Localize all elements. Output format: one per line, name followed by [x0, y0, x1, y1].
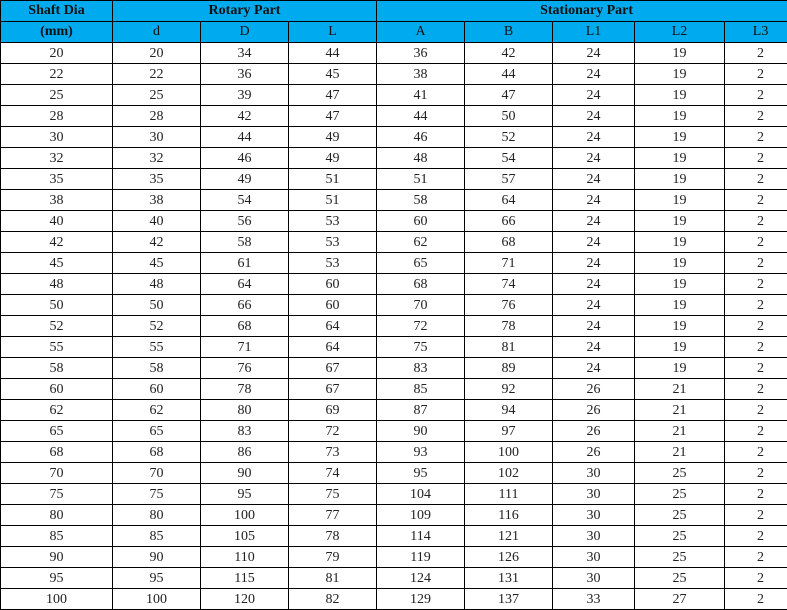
cell-B: 111: [465, 484, 553, 505]
cell-L1: 24: [553, 253, 635, 274]
cell-B: 57: [465, 169, 553, 190]
table-row: [1, 379, 787, 400]
cell-D: 105: [201, 526, 289, 547]
cell-L: 53: [289, 211, 377, 232]
cell-D: 58: [201, 232, 289, 253]
cell-L1: 30: [553, 463, 635, 484]
cell-D: 46: [201, 148, 289, 169]
cell-A: 119: [377, 547, 465, 568]
cell-B: 78: [465, 316, 553, 337]
cell-d: 62: [113, 400, 201, 421]
cell-d: 100: [113, 589, 201, 610]
cell-L: 47: [289, 106, 377, 127]
cell-d: 28: [113, 106, 201, 127]
cell-D: 90: [201, 463, 289, 484]
cell-L3: 2: [725, 442, 787, 463]
cell-shaft-dia: 35: [1, 169, 113, 190]
cell-A: 95: [377, 463, 465, 484]
cell-D: 61: [201, 253, 289, 274]
cell-B: 97: [465, 421, 553, 442]
table-row: [1, 358, 787, 379]
cell-B: 74: [465, 274, 553, 295]
cell-B: 66: [465, 211, 553, 232]
cell-L2: 19: [635, 358, 725, 379]
cell-L: 53: [289, 232, 377, 253]
cell-A: 90: [377, 421, 465, 442]
cell-L3: 2: [725, 295, 787, 316]
table-body: [1, 43, 787, 610]
header-rotary-part: Rotary Part: [113, 1, 377, 22]
cell-L3: 2: [725, 526, 787, 547]
cell-L3: 2: [725, 484, 787, 505]
cell-L: 51: [289, 190, 377, 211]
cell-A: 70: [377, 295, 465, 316]
cell-shaft-dia: 80: [1, 505, 113, 526]
cell-D: 95: [201, 484, 289, 505]
cell-D: 66: [201, 295, 289, 316]
cell-D: 100: [201, 505, 289, 526]
cell-d: 52: [113, 316, 201, 337]
cell-shaft-dia: 100: [1, 589, 113, 610]
cell-B: 50: [465, 106, 553, 127]
cell-A: 87: [377, 400, 465, 421]
cell-L3: 2: [725, 253, 787, 274]
cell-d: 68: [113, 442, 201, 463]
cell-L: 49: [289, 127, 377, 148]
cell-L1: 30: [553, 484, 635, 505]
cell-D: 56: [201, 211, 289, 232]
cell-d: 22: [113, 64, 201, 85]
cell-B: 102: [465, 463, 553, 484]
cell-shaft-dia: 60: [1, 379, 113, 400]
cell-shaft-dia: 45: [1, 253, 113, 274]
cell-shaft-dia: 62: [1, 400, 113, 421]
cell-d: 95: [113, 568, 201, 589]
cell-L2: 19: [635, 64, 725, 85]
cell-L: 45: [289, 64, 377, 85]
table-row: [1, 295, 787, 316]
cell-L1: 30: [553, 568, 635, 589]
table-row: [1, 43, 787, 64]
cell-shaft-dia: 65: [1, 421, 113, 442]
cell-B: 89: [465, 358, 553, 379]
cell-B: 76: [465, 295, 553, 316]
cell-d: 55: [113, 337, 201, 358]
cell-L3: 2: [725, 64, 787, 85]
cell-L2: 19: [635, 232, 725, 253]
table-row: [1, 463, 787, 484]
cell-L3: 2: [725, 85, 787, 106]
cell-shaft-dia: 95: [1, 568, 113, 589]
cell-L1: 24: [553, 64, 635, 85]
cell-A: 44: [377, 106, 465, 127]
cell-A: 58: [377, 190, 465, 211]
cell-d: 50: [113, 295, 201, 316]
cell-L1: 30: [553, 526, 635, 547]
cell-L3: 2: [725, 547, 787, 568]
cell-B: 137: [465, 589, 553, 610]
cell-shaft-dia: 70: [1, 463, 113, 484]
cell-L1: 24: [553, 337, 635, 358]
table-row: [1, 316, 787, 337]
cell-D: 80: [201, 400, 289, 421]
cell-L: 67: [289, 358, 377, 379]
cell-d: 65: [113, 421, 201, 442]
cell-d: 48: [113, 274, 201, 295]
header-row-columns: [1, 22, 787, 43]
cell-shaft-dia: 40: [1, 211, 113, 232]
table-row: [1, 484, 787, 505]
cell-d: 75: [113, 484, 201, 505]
cell-L2: 19: [635, 295, 725, 316]
header-col-L: L: [289, 22, 377, 43]
header-col-B: B: [465, 22, 553, 43]
cell-d: 45: [113, 253, 201, 274]
table-row: [1, 169, 787, 190]
cell-shaft-dia: 38: [1, 190, 113, 211]
cell-L2: 27: [635, 589, 725, 610]
cell-L1: 33: [553, 589, 635, 610]
cell-shaft-dia: 50: [1, 295, 113, 316]
cell-shaft-dia: 68: [1, 442, 113, 463]
cell-D: 36: [201, 64, 289, 85]
cell-shaft-dia: 48: [1, 274, 113, 295]
cell-A: 114: [377, 526, 465, 547]
header-shaft-dia: Shaft Dia: [1, 1, 113, 22]
table-row: [1, 85, 787, 106]
cell-D: 68: [201, 316, 289, 337]
cell-L3: 2: [725, 232, 787, 253]
cell-D: 110: [201, 547, 289, 568]
cell-shaft-dia: 20: [1, 43, 113, 64]
cell-shaft-dia: 30: [1, 127, 113, 148]
cell-A: 68: [377, 274, 465, 295]
cell-d: 60: [113, 379, 201, 400]
cell-L1: 24: [553, 358, 635, 379]
cell-d: 35: [113, 169, 201, 190]
cell-L1: 24: [553, 295, 635, 316]
cell-d: 30: [113, 127, 201, 148]
cell-shaft-dia: 32: [1, 148, 113, 169]
cell-L3: 2: [725, 169, 787, 190]
table-row: [1, 148, 787, 169]
cell-L2: 19: [635, 85, 725, 106]
cell-L: 75: [289, 484, 377, 505]
cell-L2: 25: [635, 568, 725, 589]
cell-L2: 21: [635, 400, 725, 421]
table-row: [1, 400, 787, 421]
cell-B: 52: [465, 127, 553, 148]
cell-L3: 2: [725, 337, 787, 358]
cell-d: 80: [113, 505, 201, 526]
cell-A: 41: [377, 85, 465, 106]
cell-L3: 2: [725, 505, 787, 526]
cell-A: 36: [377, 43, 465, 64]
table-row: [1, 526, 787, 547]
cell-D: 78: [201, 379, 289, 400]
table-row: [1, 253, 787, 274]
cell-D: 71: [201, 337, 289, 358]
cell-L: 47: [289, 85, 377, 106]
cell-L1: 30: [553, 505, 635, 526]
cell-A: 109: [377, 505, 465, 526]
cell-L: 78: [289, 526, 377, 547]
table-row: [1, 589, 787, 610]
header-col-L3: L3: [725, 22, 787, 43]
cell-d: 58: [113, 358, 201, 379]
table-row: [1, 337, 787, 358]
cell-L2: 19: [635, 337, 725, 358]
cell-L2: 19: [635, 190, 725, 211]
cell-D: 39: [201, 85, 289, 106]
cell-L1: 24: [553, 127, 635, 148]
cell-L: 79: [289, 547, 377, 568]
table-row: [1, 211, 787, 232]
cell-D: 120: [201, 589, 289, 610]
header-col-D: D: [201, 22, 289, 43]
table-row: [1, 232, 787, 253]
cell-L3: 2: [725, 106, 787, 127]
cell-L: 60: [289, 274, 377, 295]
table-row: [1, 274, 787, 295]
cell-shaft-dia: 22: [1, 64, 113, 85]
cell-shaft-dia: 28: [1, 106, 113, 127]
cell-L2: 19: [635, 43, 725, 64]
cell-d: 42: [113, 232, 201, 253]
cell-L2: 21: [635, 379, 725, 400]
cell-d: 70: [113, 463, 201, 484]
cell-shaft-dia: 25: [1, 85, 113, 106]
cell-B: 68: [465, 232, 553, 253]
cell-L3: 2: [725, 190, 787, 211]
cell-D: 42: [201, 106, 289, 127]
cell-D: 76: [201, 358, 289, 379]
cell-L2: 19: [635, 253, 725, 274]
cell-L2: 19: [635, 274, 725, 295]
cell-A: 104: [377, 484, 465, 505]
cell-L3: 2: [725, 589, 787, 610]
cell-A: 46: [377, 127, 465, 148]
cell-d: 32: [113, 148, 201, 169]
cell-B: 47: [465, 85, 553, 106]
table-row: [1, 64, 787, 85]
cell-L: 77: [289, 505, 377, 526]
header-col-L1: L1: [553, 22, 635, 43]
cell-D: 34: [201, 43, 289, 64]
cell-L1: 24: [553, 316, 635, 337]
cell-L3: 2: [725, 379, 787, 400]
cell-L1: 26: [553, 400, 635, 421]
cell-B: 54: [465, 148, 553, 169]
cell-D: 49: [201, 169, 289, 190]
cell-L3: 2: [725, 463, 787, 484]
cell-D: 64: [201, 274, 289, 295]
cell-A: 38: [377, 64, 465, 85]
cell-L2: 19: [635, 148, 725, 169]
cell-A: 85: [377, 379, 465, 400]
cell-L1: 24: [553, 43, 635, 64]
cell-L1: 24: [553, 274, 635, 295]
cell-D: 86: [201, 442, 289, 463]
cell-B: 81: [465, 337, 553, 358]
cell-A: 75: [377, 337, 465, 358]
cell-A: 51: [377, 169, 465, 190]
cell-L1: 24: [553, 190, 635, 211]
table-row: [1, 190, 787, 211]
cell-A: 60: [377, 211, 465, 232]
cell-L2: 19: [635, 211, 725, 232]
cell-L: 64: [289, 316, 377, 337]
table-row: [1, 127, 787, 148]
cell-L2: 25: [635, 526, 725, 547]
cell-B: 121: [465, 526, 553, 547]
cell-L: 64: [289, 337, 377, 358]
header-col-L2: L2: [635, 22, 725, 43]
cell-L1: 26: [553, 442, 635, 463]
table-row: [1, 568, 787, 589]
cell-L: 74: [289, 463, 377, 484]
cell-D: 115: [201, 568, 289, 589]
header-stationary-part: Stationary Part: [377, 1, 787, 22]
cell-B: 92: [465, 379, 553, 400]
cell-d: 40: [113, 211, 201, 232]
header-col-d: d: [113, 22, 201, 43]
cell-A: 124: [377, 568, 465, 589]
cell-L3: 2: [725, 211, 787, 232]
cell-shaft-dia: 42: [1, 232, 113, 253]
cell-B: 131: [465, 568, 553, 589]
cell-L1: 24: [553, 85, 635, 106]
table-header: [1, 1, 787, 43]
cell-L2: 21: [635, 421, 725, 442]
cell-L2: 25: [635, 505, 725, 526]
cell-L2: 19: [635, 169, 725, 190]
cell-L: 81: [289, 568, 377, 589]
table-row: [1, 442, 787, 463]
header-col-A: A: [377, 22, 465, 43]
cell-shaft-dia: 58: [1, 358, 113, 379]
cell-B: 71: [465, 253, 553, 274]
cell-L3: 2: [725, 127, 787, 148]
cell-B: 44: [465, 64, 553, 85]
cell-L3: 2: [725, 400, 787, 421]
cell-A: 48: [377, 148, 465, 169]
table-row: [1, 421, 787, 442]
cell-L1: 26: [553, 421, 635, 442]
cell-d: 38: [113, 190, 201, 211]
table-row: [1, 547, 787, 568]
cell-shaft-dia: 75: [1, 484, 113, 505]
cell-L: 73: [289, 442, 377, 463]
cell-L3: 2: [725, 274, 787, 295]
cell-L3: 2: [725, 568, 787, 589]
cell-L: 60: [289, 295, 377, 316]
cell-d: 20: [113, 43, 201, 64]
cell-L: 72: [289, 421, 377, 442]
cell-A: 93: [377, 442, 465, 463]
cell-L: 44: [289, 43, 377, 64]
cell-L3: 2: [725, 421, 787, 442]
cell-B: 126: [465, 547, 553, 568]
table-row: [1, 505, 787, 526]
cell-D: 83: [201, 421, 289, 442]
cell-shaft-dia: 55: [1, 337, 113, 358]
cell-L: 53: [289, 253, 377, 274]
cell-L: 67: [289, 379, 377, 400]
cell-A: 129: [377, 589, 465, 610]
header-row-groups: [1, 1, 787, 22]
cell-shaft-dia: 85: [1, 526, 113, 547]
cell-L2: 21: [635, 442, 725, 463]
cell-B: 64: [465, 190, 553, 211]
cell-L2: 19: [635, 106, 725, 127]
cell-d: 90: [113, 547, 201, 568]
cell-A: 62: [377, 232, 465, 253]
cell-L1: 24: [553, 106, 635, 127]
cell-B: 94: [465, 400, 553, 421]
cell-L1: 24: [553, 232, 635, 253]
cell-L3: 2: [725, 316, 787, 337]
cell-L1: 24: [553, 211, 635, 232]
cell-L1: 26: [553, 379, 635, 400]
cell-L2: 19: [635, 316, 725, 337]
cell-shaft-dia: 90: [1, 547, 113, 568]
cell-L2: 25: [635, 547, 725, 568]
cell-D: 54: [201, 190, 289, 211]
cell-L1: 24: [553, 148, 635, 169]
cell-A: 72: [377, 316, 465, 337]
table-row: [1, 106, 787, 127]
cell-B: 42: [465, 43, 553, 64]
cell-shaft-dia: 52: [1, 316, 113, 337]
cell-d: 85: [113, 526, 201, 547]
cell-L3: 2: [725, 43, 787, 64]
header-unit: (mm): [1, 22, 113, 43]
cell-L2: 25: [635, 463, 725, 484]
cell-L1: 24: [553, 169, 635, 190]
cell-L2: 19: [635, 127, 725, 148]
cell-L3: 2: [725, 148, 787, 169]
cell-D: 44: [201, 127, 289, 148]
cell-L: 49: [289, 148, 377, 169]
cell-L: 82: [289, 589, 377, 610]
cell-L2: 25: [635, 484, 725, 505]
cell-d: 25: [113, 85, 201, 106]
cell-L1: 30: [553, 547, 635, 568]
cell-L: 69: [289, 400, 377, 421]
cell-L3: 2: [725, 358, 787, 379]
cell-A: 83: [377, 358, 465, 379]
cell-B: 116: [465, 505, 553, 526]
cell-B: 100: [465, 442, 553, 463]
cell-A: 65: [377, 253, 465, 274]
cell-L: 51: [289, 169, 377, 190]
